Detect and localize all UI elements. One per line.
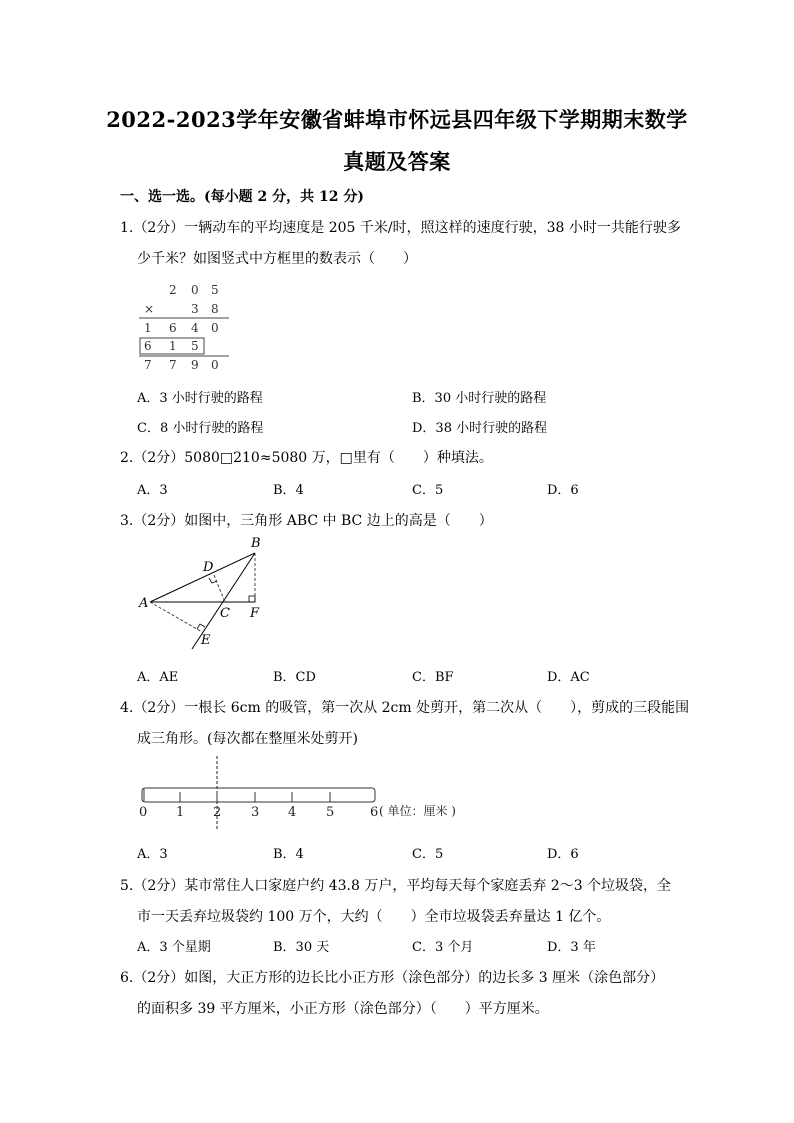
svg-text:×: × [144,302,155,316]
question-4-line-2: 成三角形。(每次都在整厘米处剪开) [137,731,358,747]
question-5-option-d[interactable]: D．3 年 [547,940,596,955]
question-6-line-2: 的面积多 39 平方厘米，小正方形（涂色部分）（ ）平方厘米。 [137,1001,549,1017]
document-title-line1: 2022-2023学年安徽省蚌埠市怀远县四年级下学期期末数学 [106,107,688,132]
question-3-line-1: 3.（2分）如图中，三角形 ABC 中 BC 边上的高是（ ） [120,513,493,529]
question-3-option-c[interactable]: C．BF [412,670,454,685]
question-3-option-a[interactable]: A．AE [137,670,179,685]
svg-text:1: 1 [169,339,177,353]
svg-text:4: 4 [191,321,199,335]
svg-text:2: 2 [213,805,222,820]
question-5-line-2: 市一天丢弃垃圾袋约 100 万个，大约（ ）全市垃圾袋丢弃量达 1 亿个。 [137,909,611,925]
section-heading: 一、选一选。(每小题 2 分，共 12 分) [120,189,364,205]
svg-text:0: 0 [211,358,219,372]
svg-text:A: A [139,596,149,611]
question-2-line-1: 2.（2分）5080□210≈5080 万，□里有（ ）种填法。 [120,450,493,466]
question-2-option-b[interactable]: B．4 [273,483,304,498]
question-6-line-1: 6.（2分）如图，大正方形的边长比小正方形（涂色部分）的边长多 3 厘米（涂色部分） [120,970,665,986]
question-4-option-b[interactable]: B．4 [273,847,304,862]
svg-text:9: 9 [191,358,199,372]
svg-text:5: 5 [211,283,219,297]
question-2-option-d[interactable]: D．6 [547,483,579,498]
svg-text:5: 5 [326,805,335,820]
svg-text:8: 8 [211,302,219,316]
svg-text:D: D [203,560,214,575]
question-1-option-c[interactable]: C．8 小时行驶的路程 [137,421,264,436]
svg-text:6: 6 [144,339,152,353]
question-2-option-c[interactable]: C．5 [412,483,444,498]
svg-text:0: 0 [139,805,148,820]
question-2-option-a[interactable]: A．3 [137,483,168,498]
svg-text:6: 6 [169,321,177,335]
document-title-line2: 真题及答案 [343,149,451,174]
question-1-option-d[interactable]: D．38 小时行驶的路程 [412,421,548,436]
svg-text:1: 1 [176,805,185,820]
svg-text:7: 7 [144,358,152,372]
question-5-option-c[interactable]: C．3 个月 [412,940,474,955]
svg-text:C: C [220,606,230,621]
question-1-option-b[interactable]: B．30 小时行驶的路程 [412,391,547,406]
svg-text:3: 3 [191,302,199,316]
svg-text:7: 7 [169,358,177,372]
question-1-line-1: 1.（2分）一辆动车的平均速度是 205 千米/时，照这样的速度行驶，38 小时一共能行驶多 [120,220,681,236]
question-5-line-1: 5.（2分）某市常住人口家庭户约 43.8 万户，平均每天每个家庭丢弃 2～3 个垃圾袋，全 [120,878,672,894]
svg-text:B: B [251,536,261,551]
triangle-figure [135,535,275,655]
svg-text:6: 6 [370,805,379,820]
svg-text:3: 3 [251,805,260,820]
question-5-option-a[interactable]: A．3 个星期 [137,940,211,955]
question-1-option-a[interactable]: A．3 小时行驶的路程 [137,391,263,406]
straw-ruler-figure [135,752,485,832]
question-5-option-b[interactable]: B．30 天 [273,940,330,955]
svg-text:5: 5 [191,339,199,353]
svg-text:4: 4 [288,805,297,820]
question-1-line-2: 少千米？如图竖式中方框里的数表示（ ） [137,251,417,267]
svg-text:( 单位：厘米 ): ( 单位：厘米 ) [379,804,456,818]
question-4-option-a[interactable]: A．3 [137,847,168,862]
svg-text:1: 1 [144,321,152,335]
svg-text:F: F [250,606,260,621]
multiplication-figure [135,280,235,372]
question-3-option-b[interactable]: B．CD [273,670,316,685]
svg-text:0: 0 [211,321,219,335]
question-4-line-1: 4.（2分）一根长 6cm 的吸管，第一次从 2cm 处剪开，第二次从（ ），剪成的三段能围 [120,700,690,716]
svg-text:E: E [201,633,211,648]
svg-text:2: 2 [169,283,177,297]
question-4-option-c[interactable]: C．5 [412,847,444,862]
svg-text:0: 0 [191,283,199,297]
question-4-option-d[interactable]: D．6 [547,847,579,862]
question-3-option-d[interactable]: D．AC [547,670,590,685]
